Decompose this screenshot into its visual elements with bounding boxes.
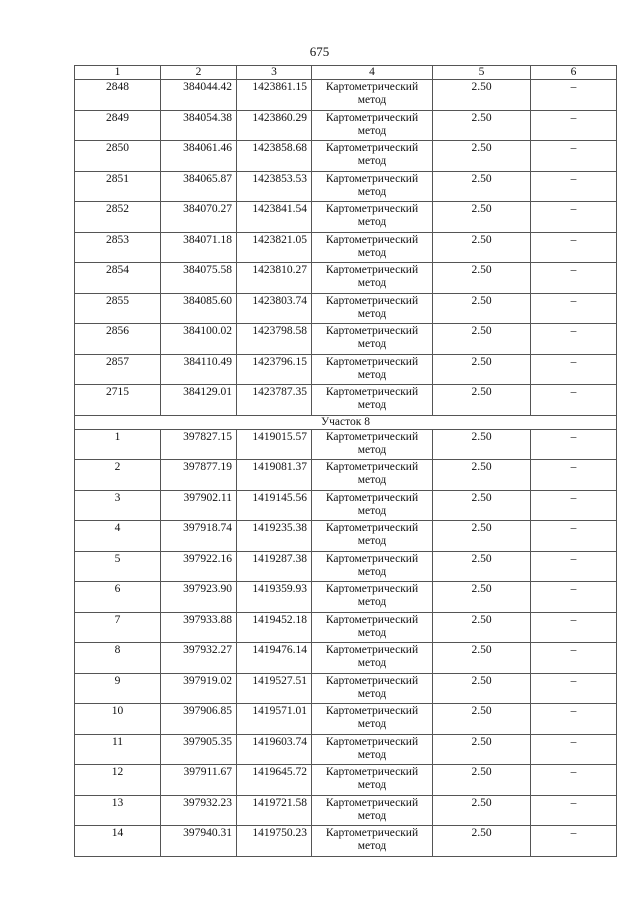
cell-note: – bbox=[531, 202, 617, 233]
method-line-2: метод bbox=[357, 535, 387, 547]
cell-point-number: 2853 bbox=[75, 232, 161, 263]
table-row bbox=[75, 460, 617, 491]
cell-coordinate-y: 1423787.35 bbox=[237, 385, 312, 416]
cell-method bbox=[312, 80, 433, 111]
method-line-1: Картометрический bbox=[325, 491, 419, 504]
cell-method bbox=[312, 643, 433, 674]
table-row bbox=[75, 232, 617, 263]
method-line-2: метод bbox=[357, 338, 387, 350]
column-header-3: 3 bbox=[237, 66, 312, 80]
method-line-2: метод bbox=[357, 779, 387, 791]
method-line-2: метод bbox=[357, 185, 387, 198]
column-header-5: 5 bbox=[433, 66, 531, 80]
section-header bbox=[75, 415, 617, 429]
cell-note: – bbox=[531, 293, 617, 324]
cell-accuracy: 2.50 bbox=[433, 232, 531, 263]
cell-point-number: 3 bbox=[75, 490, 161, 521]
table-row bbox=[75, 643, 617, 674]
cell-note: – bbox=[531, 826, 617, 857]
method-line-1: Картометрический bbox=[325, 81, 419, 93]
cell-point-number: 4 bbox=[75, 521, 161, 552]
cell-coordinate-x: 384054.38 bbox=[161, 110, 237, 141]
method-line-1: Картометрический bbox=[325, 644, 419, 656]
table-row bbox=[75, 80, 617, 111]
cell-point-number: 2851 bbox=[75, 171, 161, 202]
table-row bbox=[75, 826, 617, 857]
cell-coordinate-x: 384075.58 bbox=[161, 263, 237, 294]
column-header-1: 1 bbox=[75, 66, 161, 80]
column-header-6: 6 bbox=[531, 66, 617, 80]
cell-coordinate-y: 1419235.38 bbox=[237, 521, 312, 552]
cell-coordinate-x: 384100.02 bbox=[161, 324, 237, 355]
method-line-1: Картометрический bbox=[325, 766, 419, 778]
cell-point-number: 6 bbox=[75, 582, 161, 613]
cell-method bbox=[312, 293, 433, 324]
method-line-1: Картометрический bbox=[325, 461, 419, 473]
cell-method bbox=[312, 460, 433, 491]
cell-coordinate-x: 384044.42 bbox=[161, 80, 237, 111]
cell-point-number: 11 bbox=[75, 734, 161, 765]
method-line-2: метод bbox=[357, 155, 387, 167]
cell-coordinate-y: 1419359.93 bbox=[237, 582, 312, 613]
cell-coordinate-y: 1419081.37 bbox=[237, 460, 312, 491]
cell-accuracy: 2.50 bbox=[433, 734, 531, 765]
method-line-1: Картометрический bbox=[325, 294, 419, 307]
cell-method bbox=[312, 202, 433, 233]
cell-point-number: 8 bbox=[75, 643, 161, 674]
cell-point-number: 2 bbox=[75, 460, 161, 491]
cell-point-number: 5 bbox=[75, 551, 161, 582]
method-line-1: Картометрический bbox=[325, 705, 419, 717]
cell-note: – bbox=[531, 643, 617, 674]
cell-accuracy: 2.50 bbox=[433, 704, 531, 735]
method-line-2: метод bbox=[357, 718, 387, 730]
cell-accuracy: 2.50 bbox=[433, 80, 531, 111]
cell-point-number: 9 bbox=[75, 673, 161, 704]
method-line-1: Картометрический bbox=[325, 355, 419, 368]
table-row bbox=[75, 202, 617, 233]
cell-coordinate-y: 1423810.27 bbox=[237, 263, 312, 294]
method-line-2: метод bbox=[357, 94, 387, 106]
cell-note: – bbox=[531, 354, 617, 385]
cell-method bbox=[312, 429, 433, 460]
cell-coordinate-y: 1419750.23 bbox=[237, 826, 312, 857]
cell-coordinate-x: 397933.88 bbox=[161, 612, 237, 643]
cell-coordinate-y: 1423860.29 bbox=[237, 110, 312, 141]
cell-note: – bbox=[531, 429, 617, 460]
method-line-1: Картометрический bbox=[325, 552, 419, 565]
method-line-1: Картометрический bbox=[325, 203, 419, 215]
method-line-2: метод bbox=[357, 748, 387, 761]
cell-point-number: 2849 bbox=[75, 110, 161, 141]
cell-accuracy: 2.50 bbox=[433, 263, 531, 294]
method-line-1: Картометрический bbox=[325, 796, 419, 809]
cell-coordinate-y: 1423796.15 bbox=[237, 354, 312, 385]
method-line-1: Картометрический bbox=[325, 233, 419, 246]
cell-method bbox=[312, 612, 433, 643]
cell-point-number: 10 bbox=[75, 704, 161, 735]
cell-coordinate-y: 1419527.51 bbox=[237, 673, 312, 704]
cell-accuracy: 2.50 bbox=[433, 110, 531, 141]
method-line-2: метод bbox=[357, 687, 387, 700]
cell-note: – bbox=[531, 521, 617, 552]
cell-note: – bbox=[531, 795, 617, 826]
cell-note: – bbox=[531, 582, 617, 613]
cell-coordinate-x: 384071.18 bbox=[161, 232, 237, 263]
method-line-2: метод bbox=[357, 277, 387, 289]
cell-coordinate-y: 1419645.72 bbox=[237, 765, 312, 796]
cell-coordinate-x: 397923.90 bbox=[161, 582, 237, 613]
table-row bbox=[75, 385, 617, 416]
table-row bbox=[75, 293, 617, 324]
table-row bbox=[75, 110, 617, 141]
cell-coordinate-y: 1423861.15 bbox=[237, 80, 312, 111]
table-row bbox=[75, 171, 617, 202]
cell-coordinate-x: 384065.87 bbox=[161, 171, 237, 202]
cell-accuracy: 2.50 bbox=[433, 826, 531, 857]
table-header-row bbox=[75, 66, 617, 80]
cell-point-number: 2848 bbox=[75, 80, 161, 111]
cell-point-number: 13 bbox=[75, 795, 161, 826]
cell-coordinate-x: 384070.27 bbox=[161, 202, 237, 233]
cell-note: – bbox=[531, 263, 617, 294]
cell-coordinate-x: 397918.74 bbox=[161, 521, 237, 552]
cell-coordinate-x: 397827.15 bbox=[161, 429, 237, 460]
method-line-1: Картометрический bbox=[325, 827, 419, 839]
column-header-2: 2 bbox=[161, 66, 237, 80]
cell-coordinate-y: 1423803.74 bbox=[237, 293, 312, 324]
cell-point-number: 7 bbox=[75, 612, 161, 643]
method-line-2: метод bbox=[357, 840, 387, 852]
cell-accuracy: 2.50 bbox=[433, 354, 531, 385]
table-row bbox=[75, 490, 617, 521]
cell-coordinate-x: 397906.85 bbox=[161, 704, 237, 735]
cell-accuracy: 2.50 bbox=[433, 521, 531, 552]
cell-method bbox=[312, 521, 433, 552]
cell-method bbox=[312, 826, 433, 857]
cell-coordinate-x: 384110.49 bbox=[161, 354, 237, 385]
cell-coordinate-y: 1419015.57 bbox=[237, 429, 312, 460]
table-row bbox=[75, 354, 617, 385]
group2-rows bbox=[75, 429, 617, 856]
method-line-1: Картометрический bbox=[325, 735, 419, 748]
cell-coordinate-x: 397905.35 bbox=[161, 734, 237, 765]
method-line-1: Картометрический bbox=[325, 264, 419, 276]
cell-accuracy: 2.50 bbox=[433, 429, 531, 460]
cell-note: – bbox=[531, 704, 617, 735]
cell-accuracy: 2.50 bbox=[433, 141, 531, 172]
cell-accuracy: 2.50 bbox=[433, 171, 531, 202]
cell-note: – bbox=[531, 232, 617, 263]
cell-coordinate-y: 1423841.54 bbox=[237, 202, 312, 233]
cell-accuracy: 2.50 bbox=[433, 673, 531, 704]
cell-note: – bbox=[531, 110, 617, 141]
cell-accuracy: 2.50 bbox=[433, 612, 531, 643]
cell-coordinate-y: 1419571.01 bbox=[237, 704, 312, 735]
cell-coordinate-y: 1419476.14 bbox=[237, 643, 312, 674]
column-header-4: 4 bbox=[312, 66, 433, 80]
table-row bbox=[75, 141, 617, 172]
method-line-1: Картометрический bbox=[325, 325, 419, 337]
cell-method bbox=[312, 263, 433, 294]
section-title: Участок 8 bbox=[75, 415, 617, 429]
cell-coordinate-x: 397919.02 bbox=[161, 673, 237, 704]
cell-method bbox=[312, 171, 433, 202]
section-row bbox=[75, 415, 617, 429]
cell-accuracy: 2.50 bbox=[433, 385, 531, 416]
cell-method bbox=[312, 734, 433, 765]
method-line-2: метод bbox=[357, 124, 387, 137]
method-line-1: Картометрический bbox=[325, 172, 419, 185]
cell-method bbox=[312, 324, 433, 355]
cell-note: – bbox=[531, 171, 617, 202]
table-row bbox=[75, 704, 617, 735]
cell-method bbox=[312, 354, 433, 385]
method-line-2: метод bbox=[357, 474, 387, 486]
cell-point-number: 2854 bbox=[75, 263, 161, 294]
cell-note: – bbox=[531, 673, 617, 704]
cell-coordinate-x: 384085.60 bbox=[161, 293, 237, 324]
cell-method bbox=[312, 765, 433, 796]
cell-point-number: 12 bbox=[75, 765, 161, 796]
method-line-2: метод bbox=[357, 368, 387, 381]
method-line-2: метод bbox=[357, 399, 387, 411]
coordinates-table bbox=[74, 65, 617, 857]
cell-accuracy: 2.50 bbox=[433, 643, 531, 674]
method-line-1: Картометрический bbox=[325, 613, 419, 626]
table-row bbox=[75, 521, 617, 552]
method-line-1: Картометрический bbox=[325, 674, 419, 687]
table-row bbox=[75, 582, 617, 613]
cell-coordinate-x: 397911.67 bbox=[161, 765, 237, 796]
table-row bbox=[75, 765, 617, 796]
cell-method bbox=[312, 795, 433, 826]
cell-method bbox=[312, 704, 433, 735]
cell-point-number: 2852 bbox=[75, 202, 161, 233]
table-row bbox=[75, 612, 617, 643]
method-line-1: Картометрический bbox=[325, 522, 419, 534]
cell-note: – bbox=[531, 141, 617, 172]
cell-accuracy: 2.50 bbox=[433, 765, 531, 796]
method-line-2: метод bbox=[357, 596, 387, 608]
method-line-1: Картометрический bbox=[325, 430, 419, 443]
cell-coordinate-x: 397877.19 bbox=[161, 460, 237, 491]
cell-note: – bbox=[531, 324, 617, 355]
cell-coordinate-x: 397902.11 bbox=[161, 490, 237, 521]
cell-coordinate-x: 397932.27 bbox=[161, 643, 237, 674]
table-row bbox=[75, 263, 617, 294]
cell-accuracy: 2.50 bbox=[433, 324, 531, 355]
cell-point-number: 2857 bbox=[75, 354, 161, 385]
page-number: 675 bbox=[309, 44, 330, 59]
cell-coordinate-y: 1423858.68 bbox=[237, 141, 312, 172]
cell-note: – bbox=[531, 612, 617, 643]
cell-note: – bbox=[531, 551, 617, 582]
cell-method bbox=[312, 551, 433, 582]
method-line-2: метод bbox=[357, 809, 387, 822]
cell-coordinate-x: 384129.01 bbox=[161, 385, 237, 416]
method-line-2: метод bbox=[357, 216, 387, 228]
method-line-2: метод bbox=[357, 626, 387, 639]
cell-note: – bbox=[531, 385, 617, 416]
table-row bbox=[75, 551, 617, 582]
method-line-1: Картометрический bbox=[325, 386, 419, 398]
cell-accuracy: 2.50 bbox=[433, 293, 531, 324]
cell-accuracy: 2.50 bbox=[433, 490, 531, 521]
table-row bbox=[75, 795, 617, 826]
cell-accuracy: 2.50 bbox=[433, 551, 531, 582]
cell-method bbox=[312, 385, 433, 416]
cell-accuracy: 2.50 bbox=[433, 460, 531, 491]
cell-method bbox=[312, 232, 433, 263]
cell-note: – bbox=[531, 460, 617, 491]
cell-note: – bbox=[531, 734, 617, 765]
cell-coordinate-x: 397932.23 bbox=[161, 795, 237, 826]
cell-point-number: 2856 bbox=[75, 324, 161, 355]
cell-method bbox=[312, 141, 433, 172]
cell-point-number: 2855 bbox=[75, 293, 161, 324]
cell-note: – bbox=[531, 765, 617, 796]
cell-point-number: 14 bbox=[75, 826, 161, 857]
table-row bbox=[75, 734, 617, 765]
cell-coordinate-y: 1423853.53 bbox=[237, 171, 312, 202]
cell-coordinate-y: 1419721.58 bbox=[237, 795, 312, 826]
cell-coordinate-y: 1419603.74 bbox=[237, 734, 312, 765]
method-line-2: метод bbox=[357, 504, 387, 517]
cell-method bbox=[312, 582, 433, 613]
cell-method bbox=[312, 673, 433, 704]
cell-coordinate-y: 1419452.18 bbox=[237, 612, 312, 643]
cell-coordinate-y: 1419287.38 bbox=[237, 551, 312, 582]
method-line-1: Картометрический bbox=[325, 583, 419, 595]
cell-method bbox=[312, 110, 433, 141]
table-row bbox=[75, 324, 617, 355]
cell-method bbox=[312, 490, 433, 521]
cell-point-number: 1 bbox=[75, 429, 161, 460]
method-line-2: метод bbox=[357, 443, 387, 456]
method-line-1: Картометрический bbox=[325, 111, 419, 124]
method-line-2: метод bbox=[357, 657, 387, 669]
cell-accuracy: 2.50 bbox=[433, 202, 531, 233]
method-line-2: метод bbox=[357, 246, 387, 259]
group1-rows bbox=[75, 80, 617, 416]
table-row bbox=[75, 429, 617, 460]
cell-coordinate-y: 1423821.05 bbox=[237, 232, 312, 263]
cell-coordinate-x: 384061.46 bbox=[161, 141, 237, 172]
cell-note: – bbox=[531, 80, 617, 111]
cell-coordinate-x: 397940.31 bbox=[161, 826, 237, 857]
cell-point-number: 2715 bbox=[75, 385, 161, 416]
method-line-1: Картометрический bbox=[325, 142, 419, 154]
method-line-2: метод bbox=[357, 307, 387, 320]
cell-point-number: 2850 bbox=[75, 141, 161, 172]
table-row bbox=[75, 673, 617, 704]
cell-coordinate-y: 1423798.58 bbox=[237, 324, 312, 355]
method-line-2: метод bbox=[357, 565, 387, 578]
cell-coordinate-x: 397922.16 bbox=[161, 551, 237, 582]
cell-note: – bbox=[531, 490, 617, 521]
cell-accuracy: 2.50 bbox=[433, 795, 531, 826]
cell-accuracy: 2.50 bbox=[433, 582, 531, 613]
cell-coordinate-y: 1419145.56 bbox=[237, 490, 312, 521]
